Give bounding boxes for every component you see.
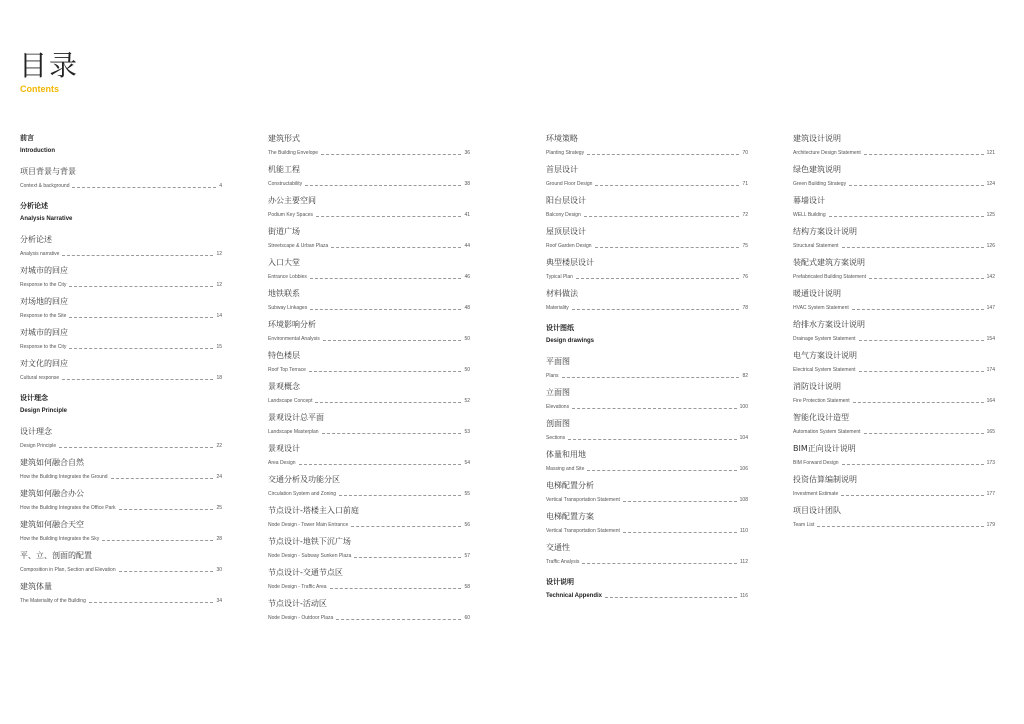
page-number: 22 xyxy=(216,443,222,449)
page-number: 125 xyxy=(986,212,995,218)
section-title-zh: 分析论述 xyxy=(20,202,48,210)
section-title-en: Introduction xyxy=(20,148,55,154)
toc-column-3 xyxy=(546,134,748,611)
entry-title-zh: 街道广场 xyxy=(268,227,300,236)
toc-entry[interactable] xyxy=(268,258,470,289)
dot-leader xyxy=(62,255,213,256)
dot-leader xyxy=(864,154,984,155)
entry-title-zh: 设计理念 xyxy=(20,427,52,436)
page-number: 12 xyxy=(216,282,222,288)
entry-title-en: Environmental Analysis xyxy=(268,336,320,342)
entry-title-zh: 电梯配置分析 xyxy=(546,481,594,490)
page-number: 46 xyxy=(464,274,470,280)
entry-title-zh: 投资估算编制说明 xyxy=(793,475,857,484)
dot-leader xyxy=(853,402,984,403)
entry-title-en: Cultural response xyxy=(20,375,60,381)
toc-entry[interactable] xyxy=(20,328,222,359)
toc-entry[interactable] xyxy=(793,258,995,289)
entry-title-en: Constructability xyxy=(268,181,303,187)
toc-entry[interactable] xyxy=(20,359,222,390)
dot-leader xyxy=(562,377,740,378)
toc-entry[interactable] xyxy=(20,266,222,297)
entry-title-en: Area Design xyxy=(268,460,296,466)
toc-entry[interactable] xyxy=(268,537,470,568)
entry-title-zh: 典型楼层设计 xyxy=(546,258,594,267)
toc-entry[interactable] xyxy=(268,320,470,351)
entry-title-zh: 节点设计-活动区 xyxy=(268,599,327,608)
toc-entry[interactable] xyxy=(793,475,995,506)
entry-title-zh: 机能工程 xyxy=(268,165,300,174)
entry-title-en: Design Principle xyxy=(20,443,57,449)
toc-entry[interactable] xyxy=(20,427,222,458)
dot-leader xyxy=(69,286,213,287)
toc-entry[interactable] xyxy=(546,134,748,165)
page-number: 50 xyxy=(464,336,470,342)
toc-entry[interactable] xyxy=(546,357,748,388)
page-number: 58 xyxy=(464,584,470,590)
dot-leader xyxy=(62,379,213,380)
toc-entry[interactable] xyxy=(268,599,470,630)
page-number: 36 xyxy=(464,150,470,156)
page-title: 目录 xyxy=(19,49,80,82)
entry-title-en: Massing and Site xyxy=(546,466,585,472)
dot-leader xyxy=(59,447,213,448)
toc-entry[interactable] xyxy=(546,258,748,289)
page-number: 106 xyxy=(739,466,748,472)
entry-title-en: Automation System Statement xyxy=(793,429,861,435)
toc-entry[interactable] xyxy=(20,297,222,328)
page-number: 4 xyxy=(219,183,222,189)
entry-title-zh: 分析论述 xyxy=(20,235,52,244)
entry-title-en: Response to the City xyxy=(20,344,67,350)
entry-title-zh: 智能化设计造型 xyxy=(793,413,849,422)
page-number: 100 xyxy=(739,404,748,410)
entry-title-zh: 电梯配置方案 xyxy=(546,512,594,521)
dot-leader xyxy=(582,563,737,564)
section-title-en: Design drawings xyxy=(546,338,595,344)
page-number: 70 xyxy=(742,150,748,156)
entry-title-zh: 景观概念 xyxy=(268,382,300,391)
entry-title-en: Vertical Transportation Statement xyxy=(546,528,620,534)
section-title-zh: 设计理念 xyxy=(20,394,48,402)
toc-entry[interactable] xyxy=(793,196,995,227)
toc-section-heading[interactable] xyxy=(546,324,748,357)
dot-leader xyxy=(322,433,462,434)
page-number: 57 xyxy=(464,553,470,559)
entry-title-zh: 暖通设计说明 xyxy=(793,289,841,298)
entry-title-zh: 平、立、剖面的配置 xyxy=(20,551,92,560)
toc-entry[interactable] xyxy=(268,165,470,196)
entry-title-en: Podium Key Spaces xyxy=(268,212,314,218)
page-number: 110 xyxy=(740,528,748,534)
page-number: 177 xyxy=(986,491,995,497)
toc-entry[interactable] xyxy=(793,506,995,537)
toc-section-heading[interactable] xyxy=(546,578,748,611)
toc-column-2 xyxy=(268,134,470,630)
entry-title-zh: 装配式建筑方案说明 xyxy=(793,258,865,267)
dot-leader xyxy=(323,340,462,341)
entry-title-en: Landscape Concept xyxy=(268,398,313,404)
entry-title-en: Typical Plan xyxy=(546,274,573,280)
entry-title-en: Ground Floor Design xyxy=(546,181,593,187)
entry-title-en: WELL Building xyxy=(793,212,826,218)
page-number: 12 xyxy=(216,251,222,257)
page-number: 14 xyxy=(216,313,222,319)
dot-leader xyxy=(595,247,740,248)
page-number: 76 xyxy=(742,274,748,280)
dot-leader xyxy=(69,317,213,318)
dot-leader xyxy=(336,619,461,620)
toc-entry[interactable] xyxy=(268,444,470,475)
page-number: 71 xyxy=(742,181,748,187)
entry-title-zh: 结构方案设计说明 xyxy=(793,227,857,236)
entry-title-en: Fire Protection Statement xyxy=(793,398,850,404)
dot-leader xyxy=(869,278,984,279)
toc-entry[interactable] xyxy=(793,382,995,413)
page-number: 82 xyxy=(742,373,748,379)
entry-title-en: Roof Top Terrace xyxy=(268,367,306,373)
toc-entry[interactable] xyxy=(546,196,748,227)
entry-title-en: HVAC System Statement xyxy=(793,305,849,311)
toc-section-heading[interactable] xyxy=(20,202,222,235)
page-number: 53 xyxy=(464,429,470,435)
entry-title-en: Plans xyxy=(546,373,559,379)
entry-title-zh: 阳台层设计 xyxy=(546,196,586,205)
entry-title-zh: 对文化的回应 xyxy=(20,359,68,368)
section-title-en: Analysis Narrative xyxy=(20,216,73,222)
page-number: 56 xyxy=(464,522,470,528)
page-number: 54 xyxy=(464,460,470,466)
entry-title-en: How the Building Integrates the Ground xyxy=(20,474,108,480)
dot-leader xyxy=(299,464,462,465)
entry-title-zh: 立面图 xyxy=(546,388,570,397)
page-number: 41 xyxy=(464,212,470,218)
dot-leader xyxy=(321,154,461,155)
dot-leader xyxy=(351,526,461,527)
page-number: 38 xyxy=(464,181,470,187)
toc-entry[interactable] xyxy=(20,235,222,266)
toc-entry[interactable] xyxy=(268,475,470,506)
entry-title-zh: BIM正向设计说明 xyxy=(793,444,856,453)
dot-leader xyxy=(310,278,462,279)
dot-leader xyxy=(305,185,461,186)
toc-entry[interactable] xyxy=(546,512,748,543)
dot-leader xyxy=(354,557,461,558)
dot-leader xyxy=(572,309,740,310)
entry-title-en: Sections xyxy=(546,435,566,441)
section-title-zh: 前言 xyxy=(20,134,34,142)
dot-leader xyxy=(119,509,214,510)
entry-title-zh: 给排水方案设计说明 xyxy=(793,320,865,329)
toc-entry[interactable] xyxy=(20,458,222,489)
entry-title-en: Structural Statement xyxy=(793,243,839,249)
entry-title-zh: 消防设计说明 xyxy=(793,382,841,391)
page-subtitle: Contents xyxy=(20,84,59,94)
dot-leader xyxy=(623,532,737,533)
dot-leader xyxy=(576,278,739,279)
entry-title-en: Green Building Strategy xyxy=(793,181,847,187)
page-number: 15 xyxy=(216,344,222,350)
entry-title-en: Node Design - Tower Main Entrance xyxy=(268,522,349,528)
entry-title-en: Response to the City xyxy=(20,282,67,288)
page-number: 112 xyxy=(740,559,748,565)
entry-title-zh: 屋顶层设计 xyxy=(546,227,586,236)
entry-title-en: The Materiality of the Building xyxy=(20,598,86,604)
page-number: 48 xyxy=(464,305,470,311)
toc-entry[interactable] xyxy=(20,520,222,551)
section-title-zh: 设计说明 xyxy=(546,578,574,586)
entry-title-zh: 节点设计-交通节点区 xyxy=(268,568,343,577)
entry-title-en: Roof Garden Design xyxy=(546,243,592,249)
page-number: 72 xyxy=(742,212,748,218)
page-number: 104 xyxy=(739,435,748,441)
entry-title-en: Team List xyxy=(793,522,815,528)
page-number: 147 xyxy=(986,305,995,311)
page-number: 25 xyxy=(216,505,222,511)
entry-title-zh: 项目背景与背景 xyxy=(20,167,76,176)
entry-title-zh: 建筑体量 xyxy=(20,582,52,591)
entry-title-en: Traffic Analysis xyxy=(546,559,580,565)
entry-title-en: Prefabricated Building Statement xyxy=(793,274,867,280)
entry-title-zh: 对城市的回应 xyxy=(20,266,68,275)
page-number: 121 xyxy=(986,150,995,156)
dot-leader xyxy=(829,216,984,217)
entry-title-en: Materiality xyxy=(546,305,569,311)
entry-title-zh: 交通分析及功能分区 xyxy=(268,475,340,484)
entry-title-en: Architecture Design Statement xyxy=(793,150,861,156)
page-number: 126 xyxy=(986,243,995,249)
entry-title-en: Drainage System Statement xyxy=(793,336,856,342)
entry-title-en: Planting Strategy xyxy=(546,150,585,156)
entry-title-zh: 入口大堂 xyxy=(268,258,300,267)
page-number: 60 xyxy=(464,615,470,621)
toc-entry[interactable] xyxy=(268,506,470,537)
dot-leader xyxy=(572,408,737,409)
entry-title-zh: 项目设计团队 xyxy=(793,506,841,515)
dot-leader xyxy=(587,154,739,155)
entry-title-en: Elevations xyxy=(546,404,570,410)
toc-entry[interactable] xyxy=(20,167,222,198)
dot-leader xyxy=(859,340,984,341)
entry-title-zh: 对场地的回应 xyxy=(20,297,68,306)
toc-section-heading[interactable] xyxy=(20,134,222,167)
section-title-en: Technical Appendix xyxy=(546,593,603,599)
entry-title-en: Circulation System and Zoning xyxy=(268,491,337,497)
dot-leader xyxy=(309,371,462,372)
toc-entry[interactable] xyxy=(546,543,748,574)
toc-entry[interactable] xyxy=(546,165,748,196)
entry-title-zh: 建筑如何融合天空 xyxy=(20,520,84,529)
entry-title-zh: 节点设计-地铁下沉广场 xyxy=(268,537,351,546)
entry-title-zh: 剖面图 xyxy=(546,419,570,428)
dot-leader xyxy=(568,439,736,440)
entry-title-en: Subway Linkages xyxy=(268,305,308,311)
toc-entry[interactable] xyxy=(793,320,995,351)
entry-title-en: Node Design - Subway Sunken Plaza xyxy=(268,553,352,559)
entry-title-zh: 景观设计总平面 xyxy=(268,413,324,422)
page-number: 50 xyxy=(464,367,470,373)
page-number: 52 xyxy=(464,398,470,404)
toc-entry[interactable] xyxy=(20,551,222,582)
dot-leader xyxy=(859,371,984,372)
entry-title-zh: 首层设计 xyxy=(546,165,578,174)
dot-leader xyxy=(623,501,737,502)
toc-column-1 xyxy=(20,134,222,613)
dot-leader xyxy=(852,309,984,310)
dot-leader xyxy=(587,470,736,471)
dot-leader xyxy=(595,185,739,186)
page-number: 75 xyxy=(742,243,748,249)
toc-section-heading[interactable] xyxy=(20,394,222,427)
page-number: 30 xyxy=(216,567,222,573)
dot-leader xyxy=(849,185,984,186)
toc-entry[interactable] xyxy=(793,444,995,475)
toc-entry[interactable] xyxy=(793,413,995,444)
toc-entry[interactable] xyxy=(268,289,470,320)
dot-leader xyxy=(310,309,461,310)
toc-entry[interactable] xyxy=(793,227,995,258)
toc-entry[interactable] xyxy=(20,489,222,520)
entry-title-en: Analysis narrative xyxy=(20,251,60,257)
page-number: 55 xyxy=(464,491,470,497)
toc-entry[interactable] xyxy=(268,413,470,444)
dot-leader xyxy=(842,247,984,248)
entry-title-en: Entrance Lobbies xyxy=(268,274,307,280)
page-number: 142 xyxy=(986,274,995,280)
dot-leader xyxy=(330,588,462,589)
toc-entry[interactable] xyxy=(546,419,748,450)
page-number: 108 xyxy=(739,497,748,503)
page-number: 164 xyxy=(986,398,995,404)
dot-leader xyxy=(69,348,213,349)
dot-leader xyxy=(864,433,984,434)
toc-column-4 xyxy=(793,134,995,537)
page-number: 174 xyxy=(986,367,995,373)
entry-title-en: Response to the Site xyxy=(20,313,67,319)
entry-title-zh: 特色楼层 xyxy=(268,351,300,360)
entry-title-zh: 节点设计-塔楼主入口前庭 xyxy=(268,506,359,515)
entry-title-en: Electrical System Statement xyxy=(793,367,856,373)
dot-leader xyxy=(339,495,461,496)
page-number: 124 xyxy=(986,181,995,187)
entry-title-zh: 环境影响分析 xyxy=(268,320,316,329)
entry-title-en: Investment Estimate xyxy=(793,491,839,497)
entry-title-zh: 幕墙设计 xyxy=(793,196,825,205)
dot-leader xyxy=(841,495,983,496)
entry-title-zh: 建筑如何融合自然 xyxy=(20,458,84,467)
dot-leader xyxy=(584,216,740,217)
entry-title-zh: 景观设计 xyxy=(268,444,300,453)
entry-title-en: Streetscape & Urban Plaza xyxy=(268,243,329,249)
entry-title-zh: 电气方案设计说明 xyxy=(793,351,857,360)
page-number: 24 xyxy=(216,474,222,480)
toc-entry[interactable] xyxy=(546,481,748,512)
entry-title-en: Composition in Plan, Section and Elevation xyxy=(20,567,116,573)
section-title-en: Design Principle xyxy=(20,408,68,414)
toc-entry[interactable] xyxy=(793,351,995,382)
entry-title-en: How the Building Integrates the Office Park xyxy=(20,505,116,511)
toc-entry[interactable] xyxy=(793,134,995,165)
toc-entry[interactable] xyxy=(793,289,995,320)
toc-entry[interactable] xyxy=(546,450,748,481)
entry-title-en: Node Design - Traffic Area xyxy=(268,584,327,590)
page-number: 173 xyxy=(986,460,995,466)
page-number: 154 xyxy=(986,336,995,342)
page-number: 34 xyxy=(216,598,222,604)
dot-leader xyxy=(605,597,737,598)
entry-title-zh: 材料做法 xyxy=(546,289,578,298)
entry-title-zh: 对城市的回应 xyxy=(20,328,68,337)
toc-entry[interactable] xyxy=(546,388,748,419)
entry-title-en: Vertical Transportation Statement xyxy=(546,497,620,503)
toc-entry[interactable] xyxy=(268,382,470,413)
toc-entry[interactable] xyxy=(546,227,748,258)
page-number: 28 xyxy=(216,536,222,542)
entry-title-en: Balcony Design xyxy=(546,212,581,218)
entry-title-en: How the Building Integrates the Sky xyxy=(20,536,100,542)
dot-leader xyxy=(331,247,461,248)
dot-leader xyxy=(817,526,983,527)
dot-leader xyxy=(72,187,216,188)
entry-title-zh: 建筑设计说明 xyxy=(793,134,841,143)
entry-title-zh: 建筑形式 xyxy=(268,134,300,143)
entry-title-zh: 平面图 xyxy=(546,357,570,366)
page-number: 78 xyxy=(742,305,748,311)
dot-leader xyxy=(102,540,213,541)
entry-title-en: Landscape Masterplan xyxy=(268,429,319,435)
entry-title-zh: 环境策略 xyxy=(546,134,578,143)
page-number: 116 xyxy=(740,593,748,599)
entry-title-en: The Building Envelope xyxy=(268,150,319,156)
dot-leader xyxy=(111,478,214,479)
section-title-zh: 设计图纸 xyxy=(546,324,574,332)
page-number: 179 xyxy=(986,522,995,528)
toc-entry[interactable] xyxy=(268,351,470,382)
page-number: 18 xyxy=(216,375,222,381)
toc-entry[interactable] xyxy=(268,568,470,599)
entry-title-zh: 建筑如何融合办公 xyxy=(20,489,84,498)
entry-title-zh: 交通性 xyxy=(546,543,570,552)
entry-title-zh: 绿色建筑说明 xyxy=(793,165,841,174)
toc-entry[interactable] xyxy=(546,289,748,320)
entry-title-en: BIM Forward Design xyxy=(793,460,839,466)
entry-title-en: Node Design - Outdoor Plaza xyxy=(268,615,334,621)
dot-leader xyxy=(316,216,461,217)
dot-leader xyxy=(842,464,984,465)
toc-entry[interactable] xyxy=(20,582,222,613)
entry-title-zh: 地铁联系 xyxy=(268,289,300,298)
toc-entry[interactable] xyxy=(268,134,470,165)
dot-leader xyxy=(315,402,461,403)
entry-title-zh: 办公主要空间 xyxy=(268,196,316,205)
dot-leader xyxy=(119,571,214,572)
toc-entry[interactable] xyxy=(793,165,995,196)
page-number: 165 xyxy=(986,429,995,435)
toc-entry[interactable] xyxy=(268,196,470,227)
toc-entry[interactable] xyxy=(268,227,470,258)
dot-leader xyxy=(89,602,214,603)
entry-title-zh: 体量和用地 xyxy=(546,450,586,459)
page-number: 44 xyxy=(464,243,470,249)
entry-title-en: Context & background xyxy=(20,183,70,189)
